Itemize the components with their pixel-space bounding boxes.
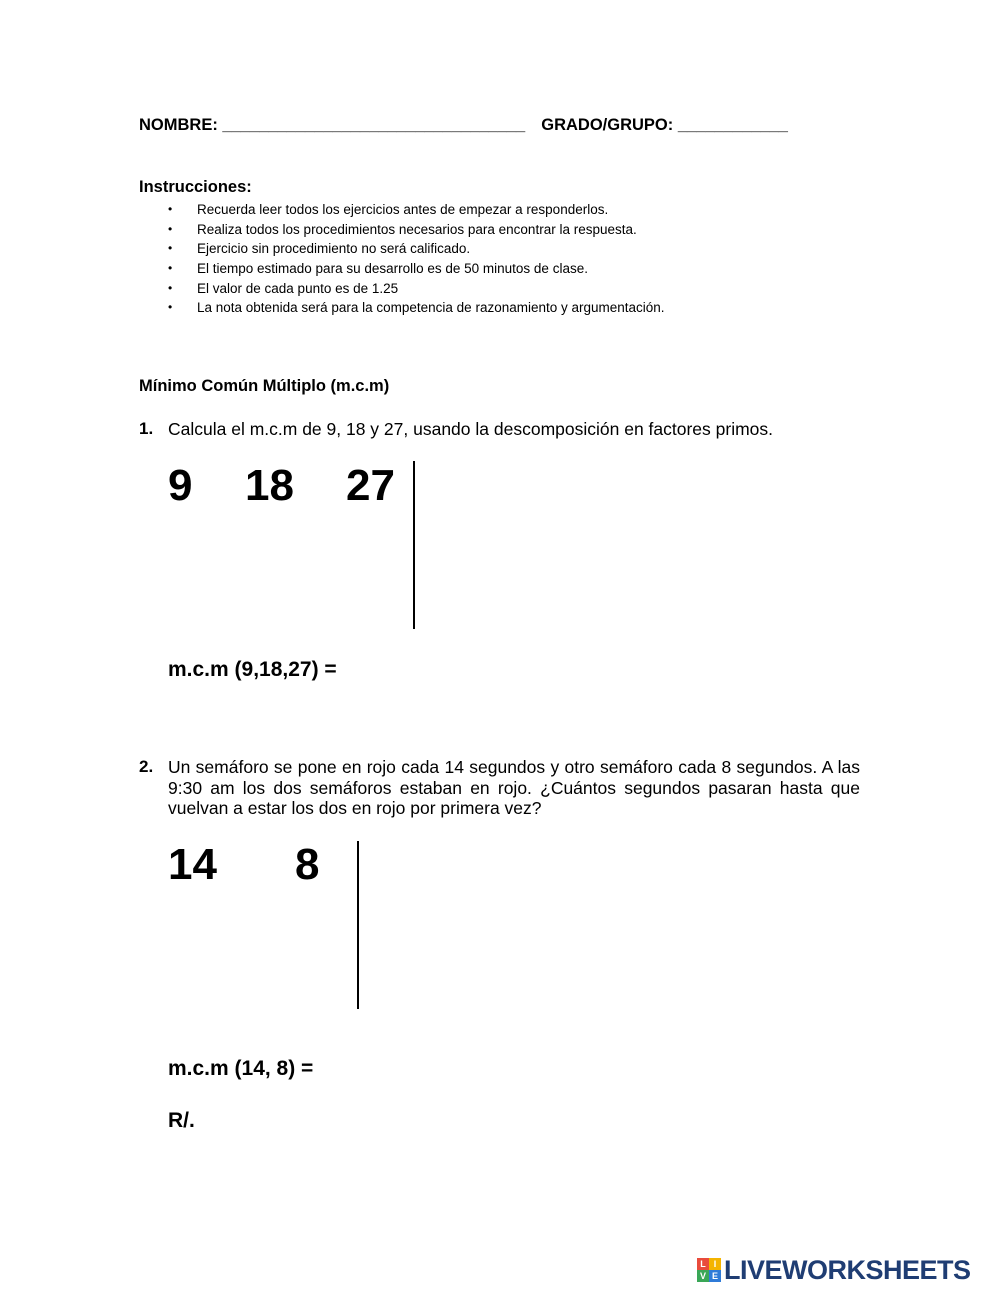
liveworksheets-wordmark: LIVEWORKSHEETS bbox=[724, 1254, 971, 1285]
bullet-icon: • bbox=[168, 300, 173, 315]
q1-factor-divider[interactable] bbox=[413, 461, 415, 629]
q2-number-14: 14 bbox=[168, 840, 217, 889]
question-1-number: 1. bbox=[139, 419, 154, 438]
question-2-text: Un semáforo se pone en rojo cada 14 segundos y otro semáforo cada 8 segundos. A las 9:30 am los dos semáforos estaban en rojo. ¿Cuántos segundos pasaran hasta que vuelvan a estar los dos en rojo por primera vez? bbox=[168, 757, 860, 818]
instructions-list bbox=[165, 200, 665, 318]
name-field-label[interactable]: NOMBRE: _________________________________ bbox=[139, 116, 526, 134]
instruction-item: • La nota obtenida será para la competencia de razonamiento y argumentación. bbox=[165, 298, 665, 318]
header-line bbox=[139, 116, 788, 135]
instruction-item: • Ejercicio sin procedimiento no será calificado. bbox=[165, 239, 665, 259]
q1-number-18: 18 bbox=[245, 461, 294, 510]
bullet-icon: • bbox=[168, 280, 173, 295]
instruction-item: • El tiempo estimado para su desarrollo es de 50 minutos de clase. bbox=[165, 259, 665, 279]
q1-number-27: 27 bbox=[346, 461, 395, 510]
q2-factor-divider[interactable] bbox=[357, 841, 359, 1009]
q1-number-9: 9 bbox=[168, 461, 193, 510]
liveworksheets-icon: L I V E bbox=[697, 1258, 721, 1282]
instruction-item: • Realiza todos los procedimientos necesarios para encontrar la respuesta. bbox=[165, 220, 665, 240]
question-1-text: Calcula el m.c.m de 9, 18 y 27, usando la descomposición en factores primos. bbox=[168, 419, 774, 439]
question-2-number: 2. bbox=[139, 757, 154, 776]
q2-response-label: R/. bbox=[168, 1109, 195, 1132]
grade-field-label[interactable]: GRADO/GRUPO: ____________ bbox=[541, 116, 788, 134]
bullet-icon: • bbox=[168, 221, 173, 236]
bullet-icon: • bbox=[168, 202, 173, 216]
bullet-icon: • bbox=[168, 241, 173, 256]
q2-answer-label: m.c.m (14, 8) = bbox=[168, 1057, 314, 1080]
q1-answer-label: m.c.m (9,18,27) = bbox=[168, 658, 337, 681]
q2-number-8: 8 bbox=[295, 840, 320, 889]
section-title: Mínimo Común Múltiplo (m.c.m) bbox=[139, 377, 390, 395]
instructions-title: Instrucciones: bbox=[139, 178, 252, 196]
instruction-item: • Recuerda leer todos los ejercicios antes de empezar a responderlos. bbox=[165, 200, 665, 220]
liveworksheets-logo[interactable] bbox=[697, 1255, 971, 1285]
bullet-icon: • bbox=[168, 261, 173, 276]
instruction-item: • El valor de cada punto es de 1.25 bbox=[165, 279, 665, 299]
